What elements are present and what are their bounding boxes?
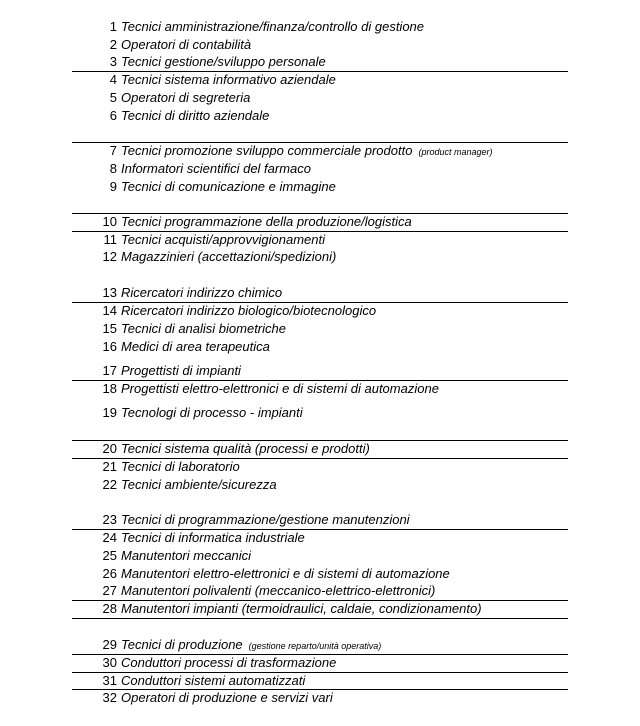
item-number: 28	[102, 601, 117, 616]
item-number: 26	[102, 566, 117, 581]
list-item	[0, 440, 640, 458]
list-item	[0, 636, 640, 654]
item-number: 4	[109, 72, 117, 87]
item-label: Tecnici di informatica industriale	[121, 530, 305, 545]
item-label: Manutentori polivalenti (meccanico-elettrico-elettronici)	[121, 583, 436, 598]
item-label: Medici di area terapeutica	[121, 339, 270, 354]
item-label: Tecnici di diritto aziendale	[121, 108, 270, 123]
item-label: Tecnici di programmazione/gestione manutenzioni	[121, 512, 410, 527]
item-label: Magazzinieri (accettazioni/spedizioni)	[121, 249, 337, 264]
item-label: Tecnici amministrazione/finanza/controllo di gestione	[121, 19, 425, 34]
list-item	[0, 248, 640, 266]
list-item	[0, 565, 640, 583]
item-label: Tecnologi di processo - impianti	[121, 405, 303, 420]
item-label: Tecnici sistema qualità (processi e prodotti)	[121, 441, 370, 456]
list-item	[0, 71, 640, 89]
item-number: 7	[109, 143, 117, 158]
item-label: Tecnici programmazione della produzione/logistica	[121, 214, 412, 229]
item-number: 27	[102, 583, 117, 598]
list-item	[0, 654, 640, 672]
item-note: (product manager)	[418, 147, 493, 157]
list-item	[0, 178, 640, 196]
list-item	[0, 53, 640, 71]
list-item	[0, 362, 640, 380]
item-number: 13	[102, 285, 117, 300]
item-label: Ricercatori indirizzo chimico	[121, 285, 283, 300]
item-number: 31	[102, 673, 117, 688]
list-item	[0, 142, 640, 160]
item-number: 11	[103, 232, 117, 247]
list-item	[0, 302, 640, 320]
item-number: 25	[102, 548, 117, 563]
list-item	[0, 458, 640, 476]
item-number: 29	[102, 637, 117, 652]
list-item	[0, 511, 640, 529]
item-label: Manutentori elettro-elettronici e di sistemi di automazione	[121, 566, 450, 581]
item-number: 16	[102, 339, 117, 354]
item-label: Tecnici di analisi biometriche	[121, 321, 286, 336]
item-number: 1	[109, 19, 117, 34]
item-number: 6	[109, 108, 117, 123]
item-number: 10	[102, 214, 117, 229]
item-number: 18	[102, 381, 117, 396]
item-label	[121, 636, 381, 655]
item-number: 19	[102, 405, 117, 420]
list-item	[0, 547, 640, 565]
item-label	[121, 142, 493, 161]
list-item	[0, 529, 640, 547]
list-item	[0, 600, 640, 618]
item-label-text: Tecnici promozione sviluppo commerciale prodotto	[121, 143, 413, 158]
item-label-text: Tecnici di produzione	[121, 637, 243, 652]
item-note: (gestione reparto/unità operativa)	[248, 641, 382, 651]
item-number: 24	[102, 530, 117, 545]
item-number: 15	[102, 321, 117, 336]
item-label: Ricercatori indirizzo biologico/biotecnologico	[121, 303, 377, 318]
item-number: 23	[102, 512, 117, 527]
item-number: 14	[102, 303, 117, 318]
list-item	[0, 404, 640, 422]
item-label: Operatori di produzione e servizi vari	[121, 690, 333, 705]
list-item	[0, 689, 640, 707]
list-item	[0, 36, 640, 54]
list-item	[0, 582, 640, 600]
item-number: 17	[102, 363, 117, 378]
list-item	[0, 284, 640, 302]
item-number: 3	[109, 54, 117, 69]
item-label: Informatori scientifici del farmaco	[121, 161, 312, 176]
list-item	[0, 18, 640, 36]
list-item	[0, 160, 640, 178]
divider	[72, 618, 568, 619]
item-number: 22	[102, 477, 117, 492]
item-number: 21	[102, 459, 117, 474]
item-number: 20	[102, 441, 117, 456]
list-item	[0, 380, 640, 398]
list-item	[0, 89, 640, 107]
list-item	[0, 231, 640, 249]
item-label: Conduttori sistemi automatizzati	[121, 673, 306, 688]
item-label: Progettisti elettro-elettronici e di sistemi di automazione	[121, 381, 439, 396]
list-item	[0, 672, 640, 690]
item-label: Tecnici di comunicazione e immagine	[121, 179, 336, 194]
item-number: 30	[102, 655, 117, 670]
item-label: Operatori di contabilità	[121, 37, 252, 52]
item-label: Manutentori meccanici	[121, 548, 252, 563]
item-label: Tecnici sistema informativo aziendale	[121, 72, 336, 87]
list-item	[0, 213, 640, 231]
item-number: 12	[102, 249, 117, 264]
list-item	[0, 320, 640, 338]
list-item	[0, 338, 640, 356]
list-item	[0, 107, 640, 125]
item-label: Manutentori impianti (termoidraulici, caldaie, condizionamento)	[121, 601, 482, 616]
item-label: Tecnici di laboratorio	[121, 459, 240, 474]
item-label: Conduttori processi di trasformazione	[121, 655, 337, 670]
list-item	[0, 476, 640, 494]
item-number: 8	[109, 161, 117, 176]
item-label: Progettisti di impianti	[121, 363, 241, 378]
item-number: 9	[109, 179, 117, 194]
item-number: 32	[102, 690, 117, 705]
item-label: Operatori di segreteria	[121, 90, 251, 105]
item-label: Tecnici gestione/sviluppo personale	[121, 54, 326, 69]
item-number: 2	[109, 37, 117, 52]
item-label: Tecnici acquisti/approvvigionamenti	[121, 232, 326, 247]
item-number: 5	[109, 90, 117, 105]
item-label: Tecnici ambiente/sicurezza	[121, 477, 277, 492]
